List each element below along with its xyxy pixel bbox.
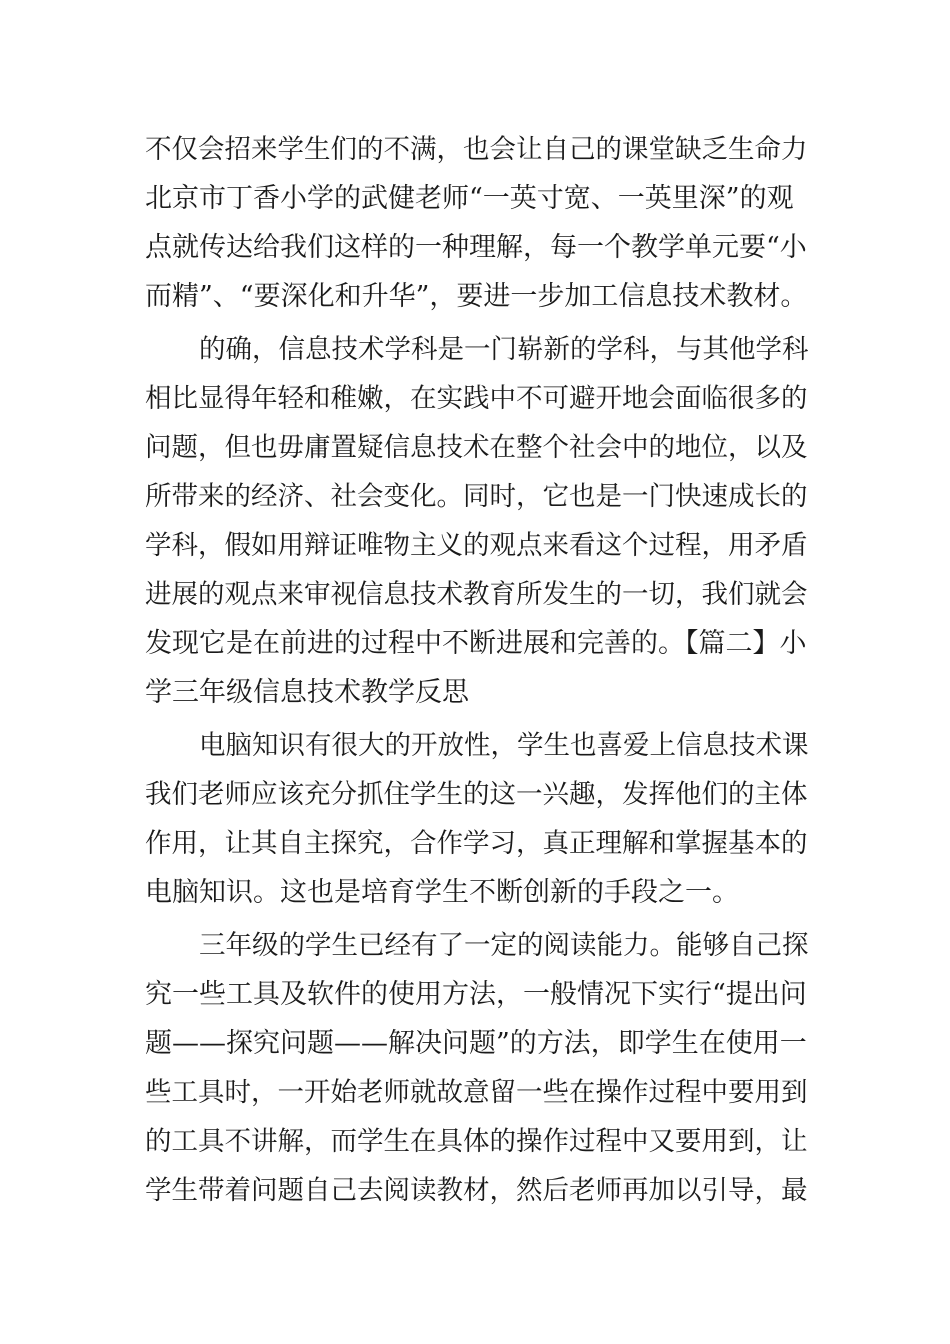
text-line-4: 而精”、“要深化和升华”，要进一步加工信息技术教材。 [145,281,808,312]
text-line-22: 学生带着问题自己去阅读教材，然后老师再加以引导，最 [145,1175,808,1206]
text-line-8: 所带来的经济、社会变化。同时，它也是一门快速成长的 [145,481,808,512]
text-line-11: 发现它是在前进的过程中不断进展和完善的。【篇二】小 [145,628,807,659]
text-line-10: 进展的观点来审视信息技术教育所发生的一切，我们就会 [145,579,808,610]
text-line-6: 相比显得年轻和稚嫩，在实践中不可避开地会面临很多的 [145,383,808,414]
text-line-18: 究一些工具及软件的使用方法，一般情况下实行“提出问 [145,979,807,1010]
text-line-13: 电脑知识有很大的开放性，学生也喜爱上信息技术课 [199,730,809,761]
text-line-15: 作用，让其自主探究，合作学习，真正理解和掌握基本的 [145,828,808,859]
text-line-9: 学科，假如用辩证唯物主义的观点来看这个过程，用矛盾 [145,530,808,561]
text-line-3: 点就传达给我们这样的一种理解，每一个教学单元要“小 [145,232,807,263]
text-line-19: 题——探究问题——解决问题”的方法，即学生在使用一 [145,1028,807,1059]
text-line-5: 的确，信息技术学科是一门崭新的学科，与其他学科 [199,334,809,365]
text-line-12: 学三年级信息技术教学反思 [145,677,469,708]
text-line-1: 不仅会招来学生们的不满，也会让自己的课堂缺乏生命力 [145,134,808,165]
text-line-2: 北京市丁香小学的武健老师“一英寸宽、一英里深”的观 [145,183,794,214]
text-line-16: 电脑知识。这也是培育学生不断创新的手段之一。 [145,877,739,908]
text-line-17: 三年级的学生已经有了一定的阅读能力。能够自己探 [199,930,809,961]
text-line-21: 的工具不讲解，而学生在具体的操作过程中又要用到，让 [145,1126,808,1157]
text-line-14: 我们老师应该充分抓住学生的这一兴趣，发挥他们的主体 [145,779,808,810]
text-line-20: 些工具时，一开始老师就故意留一些在操作过程中要用到 [145,1077,808,1108]
text-line-7: 问题，但也毋庸置疑信息技术在整个社会中的地位，以及 [145,432,808,463]
